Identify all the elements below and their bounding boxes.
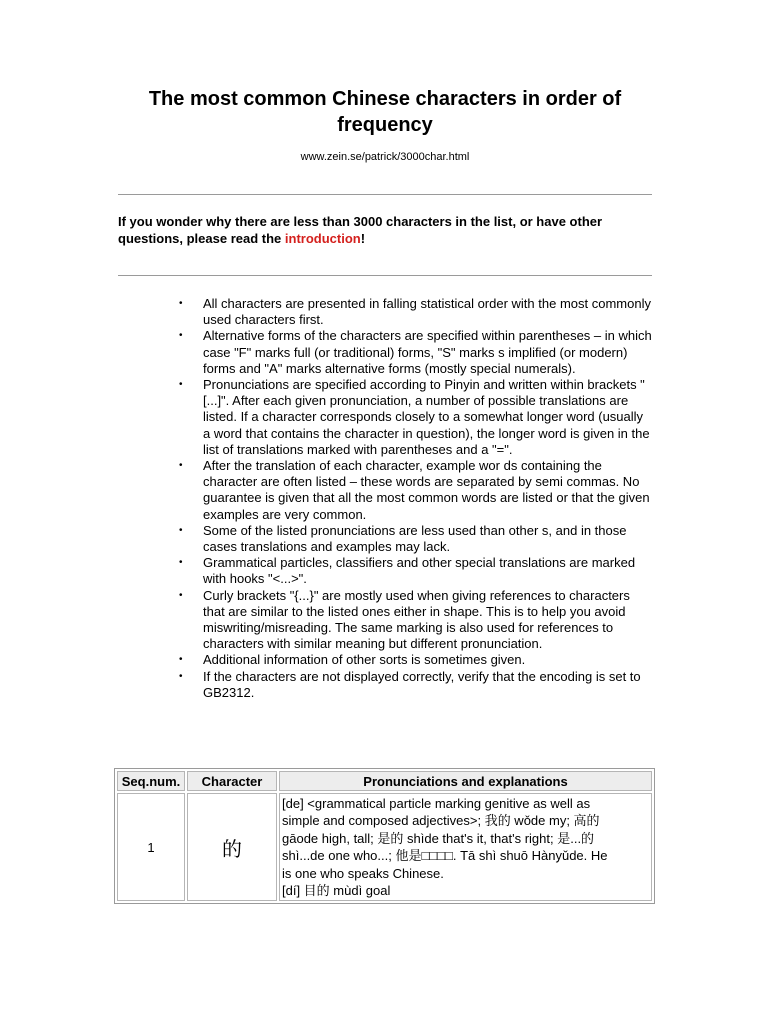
table-row (117, 793, 652, 901)
intro-exclamation: ! (360, 231, 366, 246)
explanation-line: [dí] 目的 mùdì goal (282, 883, 391, 899)
character-table (114, 768, 655, 904)
middle-divider (118, 275, 652, 276)
page-title: The most common Chinese characters in order of frequency (148, 88, 622, 136)
note-item: • Alternative forms of the characters are specified within parentheses – in which case "F" marks full (or traditional) forms, "S" marks s implified (or modern) forms and "A" marks alternative forms (mostly special numerals). (203, 328, 652, 377)
seq-number-cell: 1 (117, 793, 185, 901)
explanation-line: is one who speaks Chinese. (282, 865, 444, 881)
notes-list (118, 296, 652, 701)
note-item: • Grammatical particles, classifiers and other special translations are marked with hooks "<...>". (203, 555, 652, 587)
explanation-line: gāode high, tall; 是的 shìde that's it, that's right; 是...的 (282, 830, 595, 846)
note-item: • After the translation of each character, example wor ds containing the character are often listed – these words are separated by semi commas. No guarantee is given that all the most common words are listed or that the given examples are very common. (203, 458, 652, 523)
source-url: www.zein.se/patrick/3000char.html (300, 151, 470, 163)
note-item: • If the characters are not displayed correctly, verify that the encoding is set to GB2312. (203, 669, 652, 701)
note-item: • Curly brackets "{...}" are mostly used when giving references to characters that are similar to the listed ones either in shape. This is to help you avoid miswriting/misreading. The same marking is also used for references to characters with similar meaning but different pronunciation. (203, 588, 652, 653)
intro-paragraph (118, 213, 652, 247)
table-header-row (117, 771, 652, 791)
intro-text: If you wonder why there are less than 3000 characters in the list, or have other questions, please read the (118, 214, 603, 246)
note-item: • Additional information of other sorts is sometimes given. (203, 652, 652, 668)
explanation-cell (279, 793, 652, 901)
header-character: Character (187, 771, 277, 791)
explanation-line: shì...de one who...; 他是□□□□. Tā shì shuō Hànyǔde. He (282, 848, 608, 864)
note-item: • Pronunciations are specified according to Pinyin and written within brackets "[...]". After each given pronunciation, a number of possible translations are listed. If a character corresponds closely to a somewhat longer word (usually a word that contains the character in question), the longer word is given in the list of translations marked with parentheses and a "=". (203, 377, 652, 458)
top-divider (118, 194, 652, 195)
note-item: • Some of the listed pronunciations are less used than other s, and in those cases translations and examples may lack. (203, 523, 652, 555)
note-item: • All characters are presented in falling statistical order with the most commonly used characters first. (203, 296, 652, 328)
header-seq-num: Seq.num. (117, 771, 185, 791)
explanation-line: simple and composed adjectives>; 我的 wǒde my; 高的 (282, 813, 600, 829)
introduction-link[interactable]: introduction (284, 231, 361, 246)
explanation-line: [de] <grammatical particle marking genitive as well as (282, 796, 591, 811)
header-pronunciations: Pronunciations and explanations (279, 771, 652, 791)
character-cell: 的 (187, 793, 277, 901)
